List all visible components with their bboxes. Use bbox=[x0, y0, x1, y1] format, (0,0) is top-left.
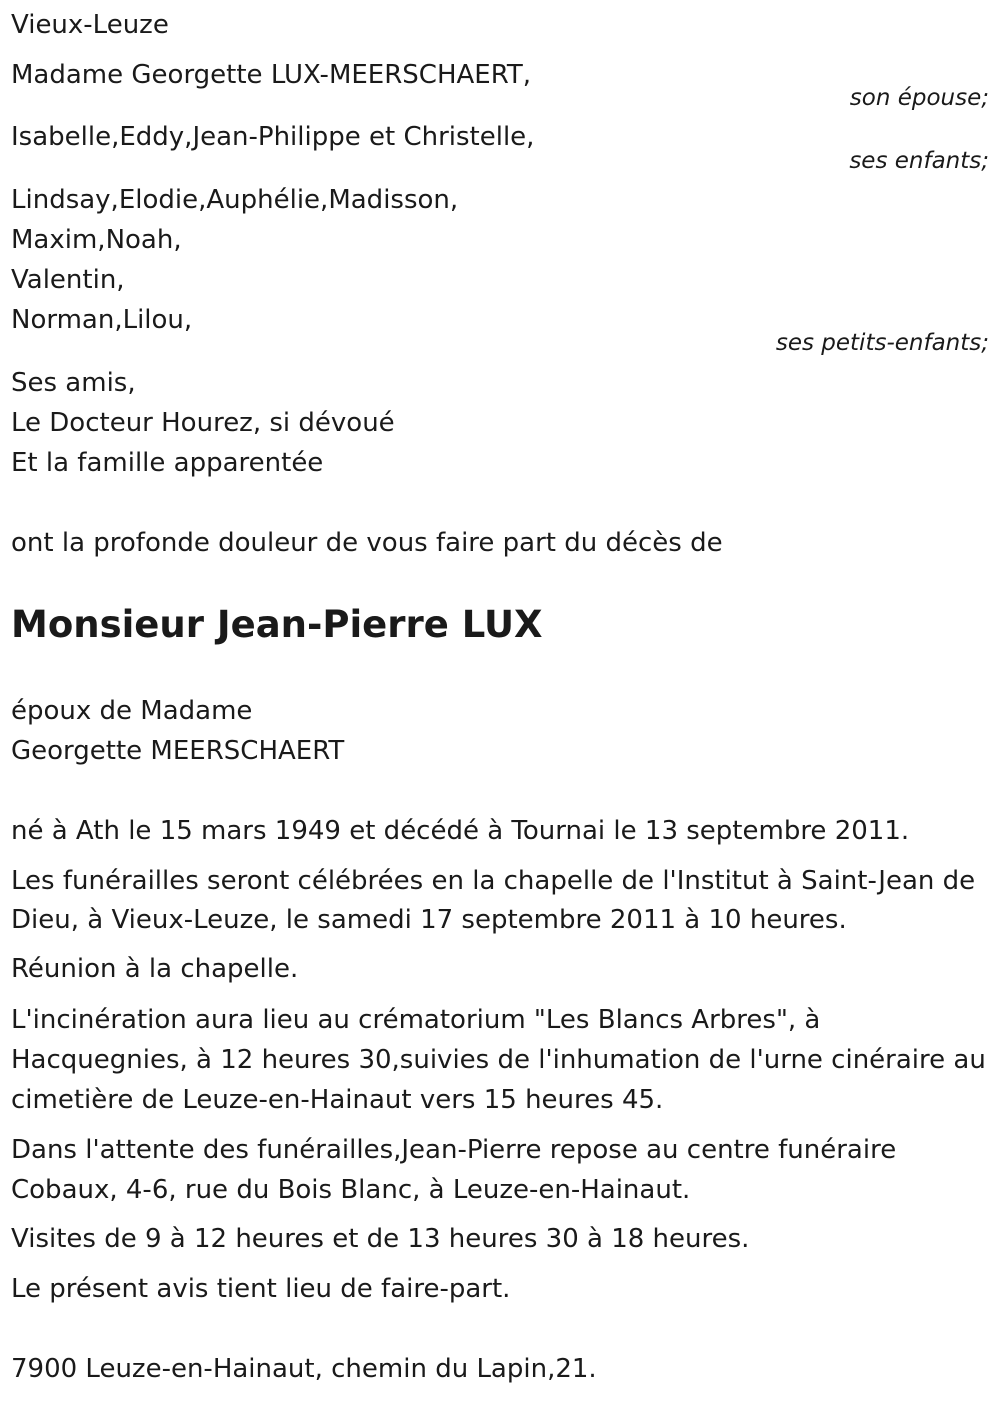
others-line: Ses amis, bbox=[11, 368, 136, 398]
rest-line: Cobaux, 4-6, rue du Bois Blanc, à Leuze-en-Hainaut. bbox=[11, 1175, 691, 1205]
birth-death: né à Ath le 15 mars 1949 et décédé à Tournai le 13 septembre 2011. bbox=[11, 816, 910, 846]
meeting: Réunion à la chapelle. bbox=[11, 954, 299, 984]
grandchildren-line: Norman,Lilou, bbox=[11, 305, 193, 335]
children-role: ses enfants; bbox=[849, 148, 989, 174]
spouse-of-line: époux de Madame bbox=[11, 696, 253, 726]
funeral-line: Les funérailles seront célébrées en la chapelle de l'Institut à Saint-Jean de bbox=[11, 866, 976, 896]
funeral-line: Dieu, à Vieux-Leuze, le samedi 17 septembre 2011 à 10 heures. bbox=[11, 905, 847, 935]
address: 7900 Leuze-en-Hainaut, chemin du Lapin,21. bbox=[11, 1354, 597, 1384]
spouse-name: Madame Georgette LUX-MEERSCHAERT, bbox=[11, 60, 532, 90]
cremation-line: Hacquegnies, à 12 heures 30,suivies de l'inhumation de l'urne cinéraire au bbox=[11, 1045, 986, 1075]
cremation-line: cimetière de Leuze-en-Hainaut vers 15 heures 45. bbox=[11, 1085, 664, 1115]
visits: Visites de 9 à 12 heures et de 13 heures 30 à 18 heures. bbox=[11, 1224, 750, 1254]
cremation-line: L'incinération aura lieu au crématorium "Les Blancs Arbres", à bbox=[11, 1005, 821, 1035]
others-line: Le Docteur Hourez, si dévoué bbox=[11, 408, 395, 438]
grandchildren-role: ses petits-enfants; bbox=[775, 330, 989, 356]
others-line: Et la famille apparentée bbox=[11, 448, 324, 478]
grandchildren-line: Lindsay,Elodie,Auphélie,Madisson, bbox=[11, 185, 459, 215]
spouse-of-line: Georgette MEERSCHAERT bbox=[11, 736, 345, 766]
location: Vieux-Leuze bbox=[11, 10, 169, 40]
spouse-role: son épouse; bbox=[849, 85, 989, 111]
deceased-name: Monsieur Jean-Pierre LUX bbox=[11, 603, 543, 646]
grandchildren-line: Valentin, bbox=[11, 265, 125, 295]
notice: Le présent avis tient lieu de faire-part. bbox=[11, 1274, 511, 1304]
children-names: Isabelle,Eddy,Jean-Philippe et Christelle, bbox=[11, 122, 535, 152]
rest-line: Dans l'attente des funérailles,Jean-Pierre repose au centre funéraire bbox=[11, 1135, 897, 1165]
grandchildren-line: Maxim,Noah, bbox=[11, 225, 182, 255]
announcement: ont la profonde douleur de vous faire part du décès de bbox=[11, 528, 723, 558]
